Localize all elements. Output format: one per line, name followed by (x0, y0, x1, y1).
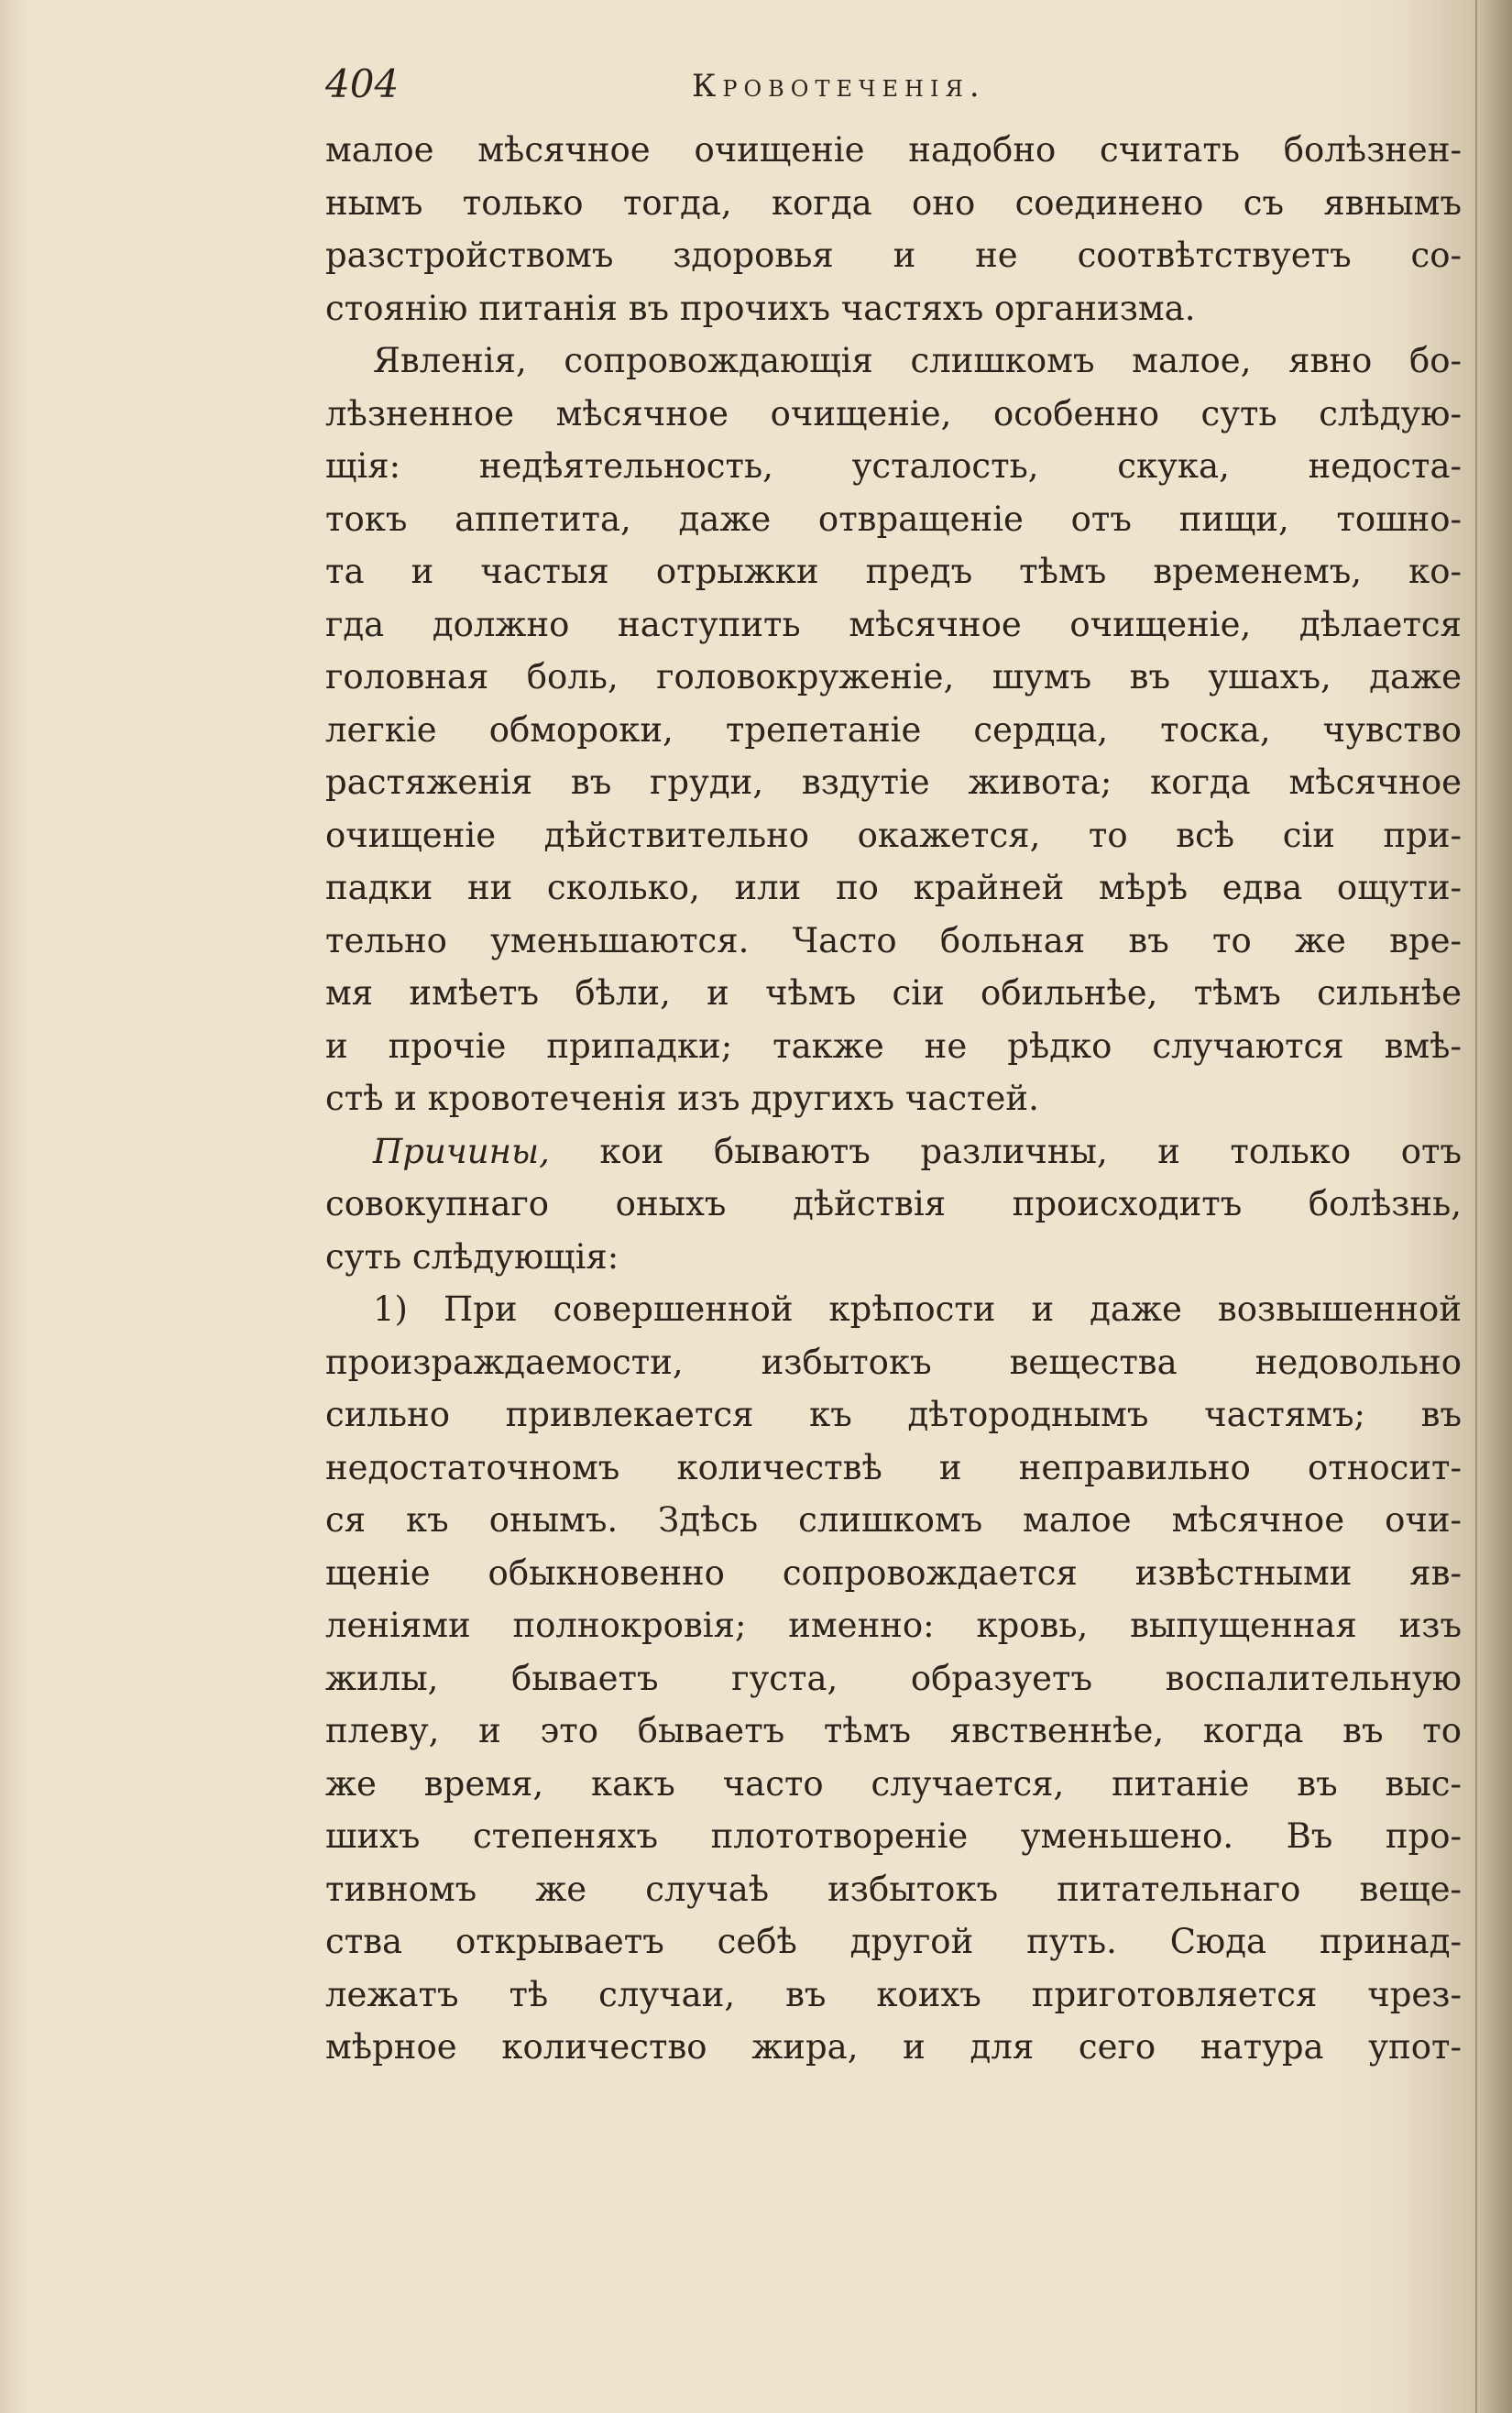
text-line: нымъ только тогда, когда оно соединено съ явнымъ (325, 182, 1462, 223)
text-line: Явленія, сопровождающія слишкомъ малое, явно бо- (373, 341, 1462, 380)
text-line: лежатъ тѣ случаи, въ коихъ приготовляется чрез- (325, 1974, 1462, 2014)
text-line: недостаточномъ количествѣ и неправильно относит- (325, 1447, 1462, 1487)
text-line: шихъ степеняхъ плототвореніе уменьшено. Въ про- (325, 1816, 1462, 1856)
text-line: 1) При совершенной крѣпости и даже возвышенной (373, 1289, 1462, 1329)
text-line: мя имѣетъ бѣли, и чѣмъ сіи обильнѣе, тѣмъ сильнѣе (325, 973, 1462, 1013)
text-line: падки ни сколько, или по крайней мѣрѣ едва ощути- (325, 868, 1462, 907)
text-line: гда должно наступить мѣсячное очищеніе, дѣлается (325, 604, 1462, 644)
text-line: щеніе обыкновенно сопровождается извѣстными яв- (325, 1552, 1462, 1593)
text-line: лѣзненное мѣсячное очищеніе, особенно суть слѣдую- (325, 393, 1462, 433)
page-number: 404 (325, 61, 400, 106)
text-line: щія: недѣятельность, усталость, скука, недоста- (325, 446, 1462, 486)
text-line: растяженія въ груди, вздутіе живота; когда мѣсячное (325, 762, 1462, 802)
text-line: ства открываетъ себѣ другой путь. Сюда принад- (325, 1922, 1462, 1961)
text-line: токъ аппетита, даже отвращеніе отъ пищи, тошно- (325, 499, 1462, 539)
text-line: тельно уменьшаются. Часто больная въ то же вре- (325, 920, 1462, 960)
text-line: и прочіе припадки; также не рѣдко случаются вмѣ- (325, 1026, 1462, 1066)
running-title: Кровотеченія. (692, 68, 986, 104)
text-line: тивномъ же случаѣ избытокъ питательнаго веще- (325, 1869, 1462, 1909)
text-line: очищеніе дѣйствительно окажется, то всѣ сіи при- (325, 815, 1462, 855)
text-line: Причины, кои бываютъ различны, и только отъ (373, 1131, 1462, 1171)
page-edge-shadow (1475, 0, 1477, 2413)
text-line: сильно привлекается къ дѣтороднымъ частямъ; въ (325, 1395, 1462, 1434)
text-line: та и частыя отрыжки предъ тѣмъ временемъ, ко- (325, 552, 1462, 591)
text-line: совокупнаго оныхъ дѣйствія происходитъ болѣзнь, (325, 1184, 1462, 1223)
text-line: ся къ онымъ. Здѣсь слишкомъ малое мѣсячное очи- (325, 1500, 1462, 1540)
italic-lead: Причины, (373, 1131, 550, 1171)
body-text (325, 124, 1462, 2074)
page-header (325, 57, 1462, 112)
text-line: произраждаемости, избытокъ вещества недовольно (325, 1342, 1462, 1382)
text-line: суть слѣдующія: (325, 1236, 619, 1277)
text-line: стѣ и кровотеченія изъ другихъ частей. (325, 1079, 1039, 1118)
text-line: головная боль, головокруженіе, шумъ въ ушахъ, даже (325, 657, 1462, 696)
text-line: плеву, и это бываетъ тѣмъ явственнѣе, когда въ то (325, 1711, 1462, 1750)
text-line: мѣрное количество жира, и для сего натура упот- (325, 2027, 1462, 2067)
text-line: жилы, бываетъ густа, образуетъ воспалительную (325, 1658, 1462, 1698)
text-line: стоянію питанія въ прочихъ частяхъ организма. (325, 288, 1196, 328)
text-line: малое мѣсячное очищеніе надобно считать болѣзнен- (325, 130, 1462, 170)
text-line: же время, какъ часто случается, питаніе въ выс- (325, 1763, 1462, 1804)
text-line: разстройствомъ здоровья и не соотвѣтствуетъ со- (325, 236, 1462, 275)
text-line: леніями полнокровія; именно: кровь, выпущенная изъ (325, 1606, 1462, 1645)
text-line: легкіе обмороки, трепетаніе сердца, тоска, чувство (325, 709, 1462, 750)
